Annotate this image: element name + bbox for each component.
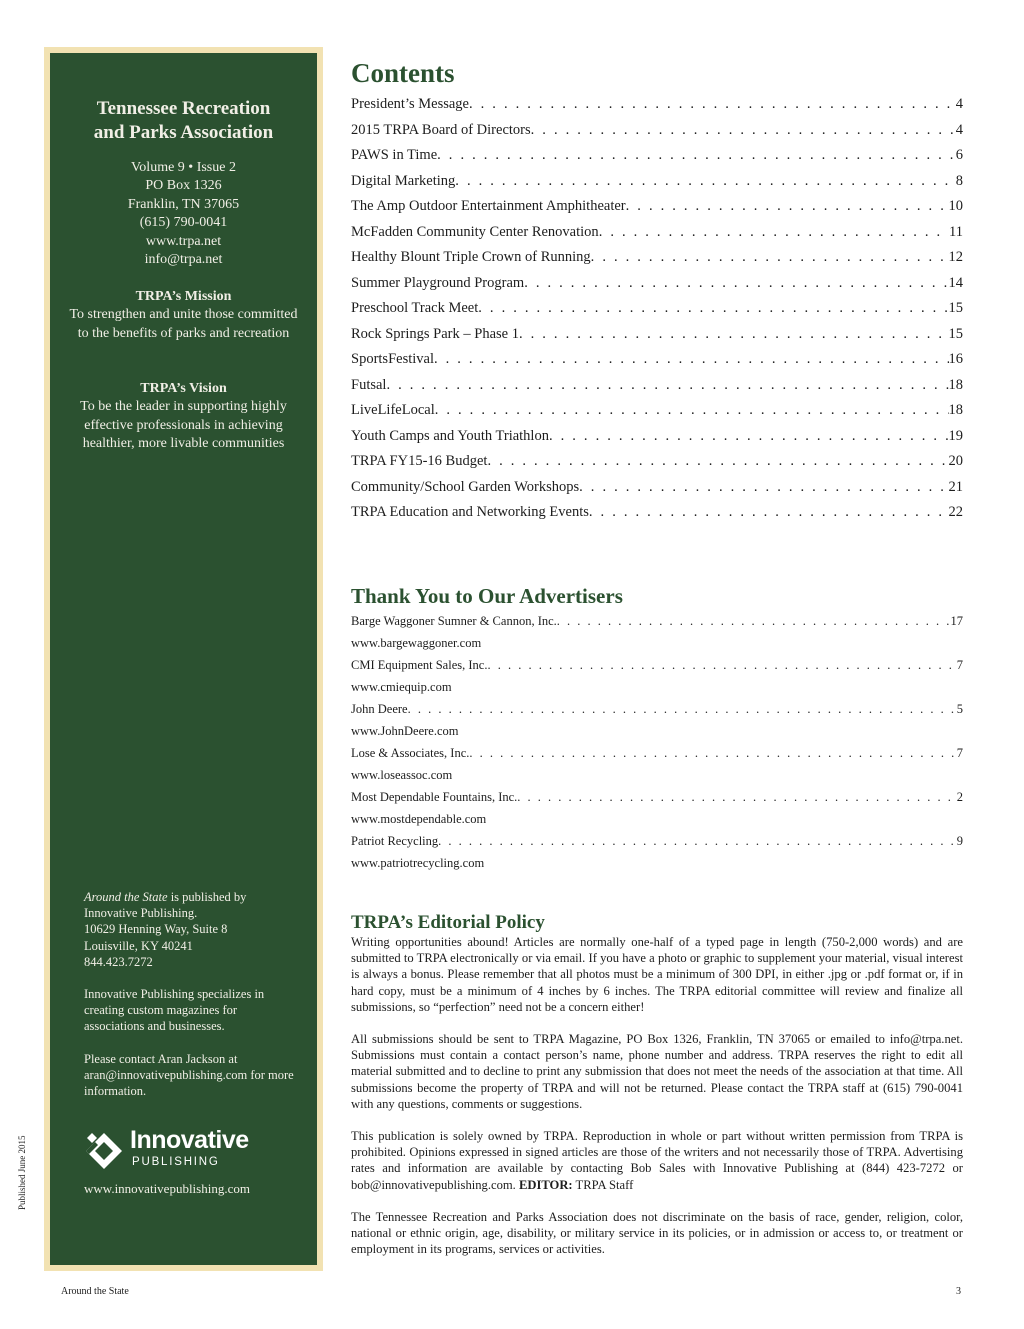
vision-block (64, 380, 303, 454)
toc-item[interactable] (351, 169, 963, 195)
toc-item-title: PAWS in Time (351, 147, 438, 163)
editorial-paragraph-3 (351, 1128, 963, 1193)
email-link[interactable]: info@trpa.net (144, 252, 223, 268)
toc-item-title: Healthy Blount Triple Crown of Running (351, 249, 591, 265)
advertisers-list (351, 610, 963, 874)
toc-item-title: Youth Camps and Youth Triathlon (351, 427, 549, 444)
toc-item-title: Community/School Garden Workshops (351, 478, 580, 495)
advertiser-name: Barge Waggoner Sumner & Cannon, Inc. (351, 614, 557, 628)
publisher-intro (84, 889, 297, 970)
toc-leader-dots (478, 296, 948, 322)
toc-leader-dots (531, 118, 956, 144)
org-name-line1: Tennessee Recreation (96, 98, 271, 119)
advertiser-item (351, 698, 963, 720)
toc-item-page: 12 (948, 249, 963, 265)
advertiser-url-link[interactable]: www.patriotrecycling.com (351, 856, 485, 870)
advertiser-leader-dots (438, 830, 957, 852)
vision-text: To be the leader in supporting highly effective professionals in achieving healthier, more livable communities (80, 399, 287, 452)
editorial-paragraph-3-text: This publication is solely owned by TRPA. Reproduction in whole or part without written permission from TRPA is prohibited. Opinions expressed in signed articles are those of the writers and not necessarily those of TRPA. Advertising rates and information are available by contacting Bob Sales with Innovative Publishing at (844) 423-7272 or bob@innovativepublishing.com. (351, 1129, 963, 1192)
advertiser-name: John Deere (351, 702, 408, 716)
advertiser-page: 7 (956, 658, 963, 672)
contents-list (351, 92, 963, 526)
advertiser-leader-dots (557, 610, 951, 632)
toc-item[interactable] (351, 322, 963, 348)
advertiser-page: 9 (956, 834, 963, 848)
advertiser-leader-dots (469, 742, 956, 764)
toc-leader-dots (386, 373, 948, 399)
toc-item-title: SportsFestival (351, 351, 434, 367)
toc-item-title: TRPA FY15-16 Budget (351, 453, 488, 469)
toc-item-title: McFadden Community Center Renovation (351, 223, 599, 240)
advertiser-leader-dots (408, 698, 957, 720)
publisher-street: 10629 Henning Way, Suite 8 (84, 922, 228, 937)
advertiser-item (351, 654, 963, 676)
toc-item-page: 21 (948, 478, 963, 495)
toc-item[interactable] (351, 424, 963, 450)
toc-leader-dots (469, 92, 956, 118)
toc-item-page: 4 (955, 96, 963, 112)
diamond-logo-icon (84, 1131, 124, 1171)
toc-item-page: 19 (948, 427, 963, 444)
toc-leader-dots (487, 449, 948, 475)
toc-item-page: 6 (955, 147, 963, 163)
toc-item-title: Summer Playground Program (351, 274, 525, 291)
advertiser-name: Most Dependable Fountains, Inc. (351, 790, 518, 804)
editorial-paragraph-1: Writing opportunities abound! Articles are normally one-half of a typed page in length (750-2,000 words) and are submitted to TRPA electronically or via email. If you have a photo or graphic to supplement your material, visual interest is always a bonus. Please remember that all photos must be a minimum of 300 DPI, in either .jpg or .pdf format or, if in hard copy, must be a minimum of 4 inches by 6 inches. The TRPA editorial committee will review and finalize all submissions, so “perfection” need not be a concern either! (351, 935, 963, 1014)
editorial-body (351, 934, 963, 1273)
toc-item-title: 2015 TRPA Board of Directors (351, 121, 531, 138)
toc-item-title: Digital Marketing (351, 172, 456, 189)
toc-item[interactable] (351, 296, 963, 322)
toc-item-title: Rock Springs Park – Phase 1 (351, 325, 519, 342)
toc-item[interactable] (351, 449, 963, 475)
advertiser-url-link[interactable]: www.loseassoc.com (351, 768, 453, 782)
toc-leader-dots (591, 245, 949, 271)
mission-block (64, 288, 303, 343)
toc-item-page: 22 (948, 504, 963, 520)
advertiser-url-link[interactable]: www.cmiequip.com (351, 680, 452, 694)
logo-sub: PUBLISHING (132, 1156, 220, 1168)
toc-item[interactable] (351, 118, 963, 144)
advertiser-page: 5 (956, 702, 963, 716)
mission-title: TRPA’s Mission (135, 289, 232, 304)
toc-leader-dots (599, 220, 949, 246)
toc-item-title: TRPA Education and Networking Events (351, 504, 589, 520)
phone: (615) 790-0041 (139, 215, 228, 231)
advertiser-name: CMI Equipment Sales, Inc. (351, 658, 488, 672)
org-name (50, 97, 317, 145)
advertisers-title: Thank You to Our Advertisers (351, 584, 623, 608)
toc-item-title: The Amp Outdoor Entertainment Amphitheater (351, 198, 626, 214)
advertiser-page: 2 (956, 790, 963, 804)
advertiser-url-link[interactable]: www.bargewaggoner.com (351, 636, 482, 650)
volume-issue: Volume 9 • Issue 2 (131, 160, 236, 175)
footer-publication-name: Around the State (61, 1286, 129, 1297)
website-link[interactable]: www.trpa.net (145, 233, 222, 249)
toc-item[interactable] (351, 143, 963, 169)
toc-item[interactable] (351, 398, 963, 424)
toc-leader-dots (589, 500, 949, 526)
advertiser-url-link[interactable]: www.JohnDeere.com (351, 724, 459, 738)
advertiser-leader-dots (487, 654, 956, 676)
publisher-specializes: Innovative Publishing specializes in creating custom magazines for associations and businesses. (84, 987, 265, 1034)
advertiser-item (351, 742, 963, 764)
org-name-line2: and Parks Association (93, 122, 274, 143)
logo-word: Innovative (130, 1126, 249, 1154)
toc-leader-dots (524, 271, 948, 297)
toc-item[interactable] (351, 92, 963, 118)
toc-leader-dots (579, 475, 948, 501)
advertiser-name: Lose & Associates, Inc. (351, 746, 470, 760)
advertiser-item (351, 610, 963, 632)
editor-label: EDITOR: (518, 1177, 573, 1192)
footer-page-number: 3 (956, 1286, 961, 1297)
toc-item-page: 14 (948, 274, 963, 291)
toc-item-page: 20 (948, 453, 963, 469)
toc-leader-dots (519, 322, 949, 348)
toc-item-page: 16 (948, 351, 963, 367)
toc-item[interactable] (351, 475, 963, 501)
toc-item-page: 4 (955, 121, 963, 138)
toc-item-page: 18 (948, 376, 963, 393)
publisher-info (84, 889, 297, 1115)
advertiser-item (351, 830, 963, 852)
magazine-name: Around the State (84, 890, 168, 904)
publisher-contact: Please contact Aran Jackson at aran@innovativepublishing.com for more information. (84, 1051, 294, 1099)
publisher-website-link[interactable]: www.innovativepublishing.com (84, 1181, 250, 1196)
advertiser-page: 7 (956, 746, 963, 760)
org-info (50, 159, 317, 269)
toc-item-page: 18 (948, 402, 963, 418)
contents-title: Contents (351, 58, 455, 88)
mission-text: To strengthen and unite those committed to the benefits of parks and recreation (69, 307, 298, 341)
editorial-title: TRPA’s Editorial Policy (351, 912, 545, 933)
toc-item[interactable] (351, 194, 963, 220)
publisher-phone: 844.423.7272 (84, 954, 153, 969)
advertiser-item (351, 786, 963, 808)
vision-title: TRPA’s Vision (140, 381, 227, 396)
toc-leader-dots (437, 143, 956, 169)
toc-item[interactable] (351, 347, 963, 373)
editorial-paragraph-4: The Tennessee Recreation and Parks Association does not discriminate on the basis of race, gender, religion, color, national or ethnic origin, age, disability, or military service in its policies, or in admission or access to, or treatment or employment in its programs, services or activities. (351, 1209, 963, 1257)
publisher-city: Louisville, KY 40241 (84, 938, 193, 953)
toc-leader-dots (455, 169, 955, 195)
advertiser-name: Patriot Recycling (351, 834, 439, 848)
toc-item-page: 15 (948, 300, 963, 316)
toc-item[interactable] (351, 373, 963, 399)
publisher-intro-text: is published by Innovative Publishing. (84, 890, 247, 921)
toc-item-page: 10 (948, 198, 963, 214)
toc-item[interactable] (351, 271, 963, 297)
toc-item-title: Preschool Track Meet (351, 300, 479, 316)
toc-item-page: 15 (948, 325, 963, 342)
toc-item-page: 11 (949, 223, 963, 240)
toc-leader-dots (434, 347, 949, 373)
city-state-zip: Franklin, TN 37065 (127, 196, 240, 212)
toc-leader-dots (549, 424, 949, 450)
advertiser-leader-dots (517, 786, 956, 808)
advertiser-url-link[interactable]: www.mostdependable.com (351, 812, 487, 826)
po-box: PO Box 1326 (145, 178, 222, 194)
toc-item[interactable] (351, 245, 963, 271)
toc-item-title: Futsal (351, 376, 387, 393)
innovative-publishing-logo (84, 1126, 249, 1173)
editorial-paragraph-2: All submissions should be sent to TRPA Magazine, PO Box 1326, Franklin, TN 37065 or emailed to info@trpa.net. Submissions must contain a contact person’s name, phone number and address. TRPA reserves the right to edit all material submitted and to decline to print any submission that does not meet the needs of the association at that time. All submissions become the property of TRPA and will not be returned. Please contact the TRPA staff at (615) 790-0041 with any questions, comments or suggestions. (351, 1032, 963, 1111)
toc-item-page: 8 (955, 172, 963, 189)
published-date-note: Published June 2015 (17, 1135, 27, 1210)
sidebar (50, 53, 317, 1265)
toc-leader-dots (626, 194, 949, 220)
toc-item[interactable] (351, 500, 963, 526)
advertiser-page: 17 (950, 614, 963, 628)
editor-name: TRPA Staff (572, 1177, 634, 1192)
toc-leader-dots (435, 398, 949, 424)
toc-item-title: LiveLifeLocal (351, 402, 435, 418)
toc-item[interactable] (351, 220, 963, 246)
toc-item-title: President’s Message (351, 96, 469, 112)
sidebar-frame (44, 47, 323, 1271)
